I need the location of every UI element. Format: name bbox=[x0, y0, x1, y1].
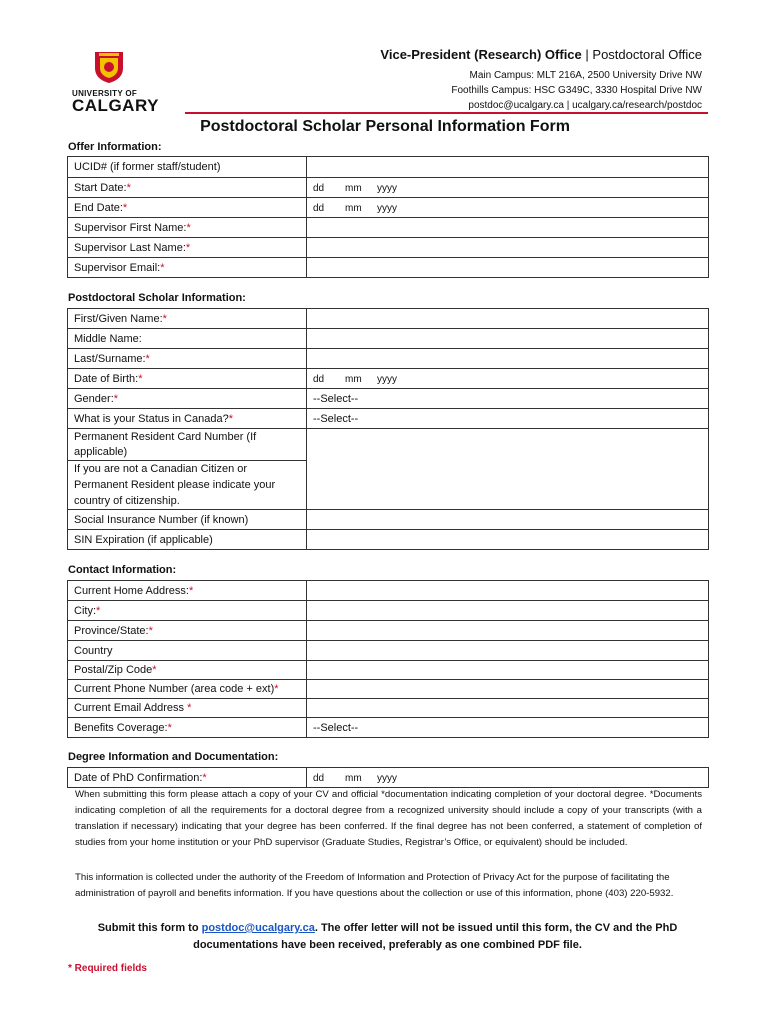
status-select[interactable]: --Select-- bbox=[307, 409, 709, 429]
sin-expiration-input[interactable] bbox=[307, 530, 709, 550]
sin-input[interactable] bbox=[307, 510, 709, 530]
offer-table bbox=[67, 156, 709, 278]
table-row: What is your Status in Canada?* --Select-- bbox=[68, 409, 709, 429]
date-of-birth-input[interactable]: dd mm yyyy bbox=[307, 369, 709, 389]
table-row: Current Phone Number (area code + ext)* bbox=[68, 680, 709, 699]
phd-confirmation-date-input[interactable]: dd mm yyyy bbox=[307, 768, 709, 788]
table-row: Province/State:* bbox=[68, 621, 709, 641]
table-row: Supervisor First Name:* bbox=[68, 218, 709, 238]
ucid-input[interactable] bbox=[307, 157, 709, 178]
table-row: Gender:* --Select-- bbox=[68, 389, 709, 409]
postdoc-email-link[interactable]: postdoc@ucalgary.ca bbox=[201, 922, 315, 934]
phone-input[interactable] bbox=[307, 680, 709, 699]
scholar-heading: Postdoctoral Scholar Information: bbox=[68, 292, 246, 304]
degree-table bbox=[67, 767, 709, 788]
city-input[interactable] bbox=[307, 601, 709, 621]
supervisor-last-name-input[interactable] bbox=[307, 238, 709, 258]
end-date-input[interactable]: dd mm yyyy bbox=[307, 198, 709, 218]
logo-text-big: CALGARY bbox=[72, 96, 159, 115]
last-name-input[interactable] bbox=[307, 349, 709, 369]
country-input[interactable] bbox=[307, 641, 709, 661]
foothills-campus-address: Foothills Campus: HSC G349C, 3330 Hospital Drive NW bbox=[451, 85, 702, 96]
logo-text-small: UNIVERSITY OF bbox=[72, 89, 138, 98]
crest-icon bbox=[92, 50, 126, 84]
gender-select[interactable]: --Select-- bbox=[307, 389, 709, 409]
email-input[interactable] bbox=[307, 699, 709, 718]
table-row: Last/Surname:* bbox=[68, 349, 709, 369]
table-row: Current Email Address * bbox=[68, 699, 709, 718]
start-date-input[interactable]: dd mm yyyy bbox=[307, 178, 709, 198]
postal-code-input[interactable] bbox=[307, 661, 709, 680]
table-row: Supervisor Email:* bbox=[68, 258, 709, 278]
table-row: Date of Birth:* dd mm yyyy bbox=[68, 369, 709, 389]
table-row: First/Given Name:* bbox=[68, 309, 709, 329]
documentation-note: When submitting this form please attach a copy of your CV and official *documentation indicating completion of your doctoral degree. *Documents indicating completion of all the requirements for a doctoral degree from a recognized university should include a copy of your transcripts (with a translation if necessary) indicating that your degree has been conferred. If the final degree has not been conferred, a statement of completion of studies from your home institution or your PhD supervisor (Graduate Studies, Registrar’s Office, or equivalent) should be included. bbox=[75, 789, 702, 848]
benefits-select[interactable]: --Select-- bbox=[307, 718, 709, 738]
offer-heading: Offer Information: bbox=[68, 141, 162, 153]
table-row: Current Home Address:* bbox=[68, 581, 709, 601]
office-header bbox=[380, 47, 702, 113]
privacy-note: This information is collected under the authority of the Freedom of Information and Protection of Privacy Act for the purpose of facilitating the administration of payroll and benefits information. If you have questions about the collection or use of this information, phone (403) 220-5932. bbox=[75, 872, 674, 899]
table-row: End Date:* dd mm yyyy bbox=[68, 198, 709, 218]
supervisor-email-input[interactable] bbox=[307, 258, 709, 278]
home-address-input[interactable] bbox=[307, 581, 709, 601]
header-divider bbox=[185, 112, 708, 114]
main-campus-address: Main Campus: MLT 216A, 2500 University Drive NW bbox=[469, 70, 702, 81]
table-row: Middle Name: bbox=[68, 329, 709, 349]
table-row: City:* bbox=[68, 601, 709, 621]
table-row: Country bbox=[68, 641, 709, 661]
table-row: Postal/Zip Code* bbox=[68, 661, 709, 680]
first-name-input[interactable] bbox=[307, 309, 709, 329]
table-row: UCID# (if former staff/student) bbox=[68, 157, 709, 178]
table-row: Date of PhD Confirmation:* dd mm yyyy bbox=[68, 768, 709, 788]
table-row: Start Date:* dd mm yyyy bbox=[68, 178, 709, 198]
province-input[interactable] bbox=[307, 621, 709, 641]
table-row: Permanent Resident Card Number (If applicable) bbox=[68, 429, 709, 461]
contact-line: postdoc@ucalgary.ca | ucalgary.ca/research/postdoc bbox=[468, 100, 702, 111]
middle-name-input[interactable] bbox=[307, 329, 709, 349]
table-row: Benefits Coverage:* --Select-- bbox=[68, 718, 709, 738]
scholar-table bbox=[67, 308, 709, 550]
table-row: Supervisor Last Name:* bbox=[68, 238, 709, 258]
form-title: Postdoctoral Scholar Personal Information Form bbox=[200, 118, 570, 135]
supervisor-first-name-input[interactable] bbox=[307, 218, 709, 238]
contact-table bbox=[67, 580, 709, 738]
contact-heading: Contact Information: bbox=[68, 564, 177, 576]
required-fields-note: * Required fields bbox=[68, 963, 147, 974]
table-row: SIN Expiration (if applicable) bbox=[68, 530, 709, 550]
table-row: Social Insurance Number (if known) bbox=[68, 510, 709, 530]
pr-card-input[interactable] bbox=[307, 429, 709, 510]
table-row: If you are not a Canadian Citizen or Permanent Resident please indicate your country of citizenship. bbox=[68, 461, 709, 510]
university-logo bbox=[72, 50, 159, 115]
submit-instructions: Submit this form to postdoc@ucalgary.ca. The offer letter will not be issued until this form, the CV and the PhD documentations have been received, preferably as one combined PDF file. bbox=[97, 922, 678, 951]
office-title: Vice-President (Research) Office | Postdoctoral Office bbox=[380, 47, 702, 62]
degree-heading: Degree Information and Documentation: bbox=[68, 751, 279, 763]
